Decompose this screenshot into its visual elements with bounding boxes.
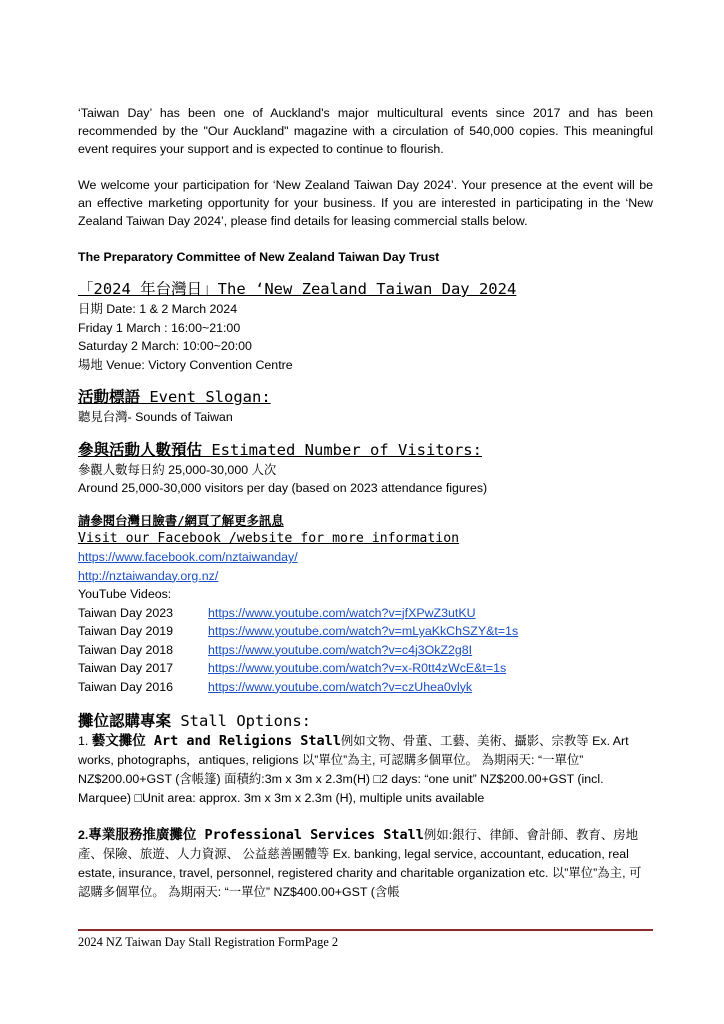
slogan-heading-en: Event Slogan: [140, 388, 271, 406]
video-link[interactable]: https://www.youtube.com/watch?v=mLyaKkChSZY&t=1s [208, 624, 519, 638]
committee-name: The Preparatory Committee of New Zealand Taiwan Day Trust [78, 250, 440, 264]
event-saturday: Saturday 2 March: 10:00~20:00 [78, 339, 252, 353]
video-list [78, 604, 653, 697]
video-link[interactable]: https://www.youtube.com/watch?v=x-R0tt4zWcE&t=1s [208, 661, 507, 675]
youtube-label: YouTube Videos: [78, 587, 172, 601]
event-friday: Friday 1 March : 16:00~21:00 [78, 320, 241, 335]
video-label: Taiwan Day 2023 [78, 605, 174, 620]
stall-1-body: 例如文物、骨董、工藝、美術、攝影、宗教等 Ex. Art works, photographs，antiques, religions 以”單位”為主, 可認購多個單位。 為期兩天: “一單位” NZ$200.00+GST (含帳篷) 面積約:3m x 3m x 2.3m(H) □2 days: “one unit” NZ$200.00+GST (incl. Marquee) □Unit area: approx. 3m x 3m x 2.3m (H), multiple units available [78, 734, 629, 805]
page-footer [78, 933, 653, 951]
stall-1-title: 藝文攤位 Art and Religions Stall [91, 733, 341, 749]
slogan-heading-cjk: 活動標語 [78, 388, 141, 406]
slogan-heading [78, 386, 653, 408]
facebook-link[interactable]: https://www.facebook.com/nztaiwanday/ [78, 550, 298, 564]
page-content [78, 104, 653, 902]
visitors-line-1: 參觀人數每日約 25,000-30,000 人次 [78, 462, 277, 477]
stall-2-number: 2. [78, 828, 89, 842]
stalls-heading-cjk: 攤位認購專案 [78, 712, 172, 730]
stall-1-number: 1. [78, 734, 92, 748]
event-heading: 「2024 年台灣日」The ‘New Zealand Taiwan Day 2024 [78, 280, 517, 298]
video-label: Taiwan Day 2018 [78, 642, 174, 657]
footer-text: 2024 NZ Taiwan Day Stall Registration FormPage 2 [78, 935, 339, 949]
video-row [78, 659, 653, 678]
video-row [78, 641, 653, 660]
stall-option-1 [78, 732, 653, 808]
video-link[interactable]: https://www.youtube.com/watch?v=czUhea0vlyk [208, 679, 473, 694]
stalls-heading-en: Stall Options: [171, 712, 311, 730]
website-link[interactable]: http://nztaiwanday.org.nz/ [78, 568, 219, 583]
video-row [78, 622, 653, 641]
slogan-text: 聽見台灣- Sounds of Taiwan [78, 410, 233, 424]
stall-2-body: 例如:銀行、律師、會計師、教育、房地產、保險、旅遊、人力資源、 公益慈善團體等 Ex. banking, legal service, accountant, education, real estate, insurance, travel, personnel, registered charity and charitable organization etc. 以”單位”為主, 可認購多個單位。 為期兩天: “一單位” NZ$400.00+GST (含帳 [78, 828, 642, 899]
video-row [78, 604, 653, 623]
visitors-heading [78, 439, 653, 461]
video-label: Taiwan Day 2016 [78, 679, 174, 694]
video-link[interactable]: https://www.youtube.com/watch?v=jfXPwZ3utKU [208, 605, 476, 620]
visitors-heading-cjk: 參與活動人數預估 [78, 440, 203, 459]
stalls-heading [78, 710, 653, 732]
info-heading-cjk: 請參閱台灣日臉書/網頁了解更多訊息 [78, 512, 284, 528]
stall-2-title: 專業服務推廣攤位 Professional Services Stall [88, 827, 424, 843]
video-link[interactable]: https://www.youtube.com/watch?v=c4j3OkZ2g8I [208, 642, 473, 657]
event-venue: 場地 Venue: Victory Convention Centre [78, 357, 293, 372]
visitors-heading-en: Estimated Number of Visitors: [202, 440, 482, 459]
video-label: Taiwan Day 2019 [78, 624, 174, 638]
video-row [78, 678, 653, 697]
info-heading-en: Visit our Facebook /website for more information [78, 530, 460, 546]
stall-option-2 [78, 826, 653, 902]
intro-paragraph-1: ‘Taiwan Day’ has been one of Auckland's major multicultural events since 2017 and has been recommended by the "Our Auckland" magazine with a circulation of 540,000 copies. This meaningful event requires your support and is expected to continue to flourish. [78, 106, 653, 156]
event-date: 日期 Date: 1 & 2 March 2024 [78, 302, 238, 316]
intro-paragraph-2: We welcome your participation for ‘New Zealand Taiwan Day 2024’. Your presence at the event will be an effective marketing opportunity for your business. If you are interested in participating in the ‘New Zealand Taiwan Day 2024’, please find details for leasing commercial stalls below. [78, 178, 653, 228]
video-label: Taiwan Day 2017 [78, 661, 174, 675]
visitors-line-2: Around 25,000-30,000 visitors per day (based on 2023 attendance figures) [78, 481, 488, 495]
footer-divider [78, 929, 653, 931]
